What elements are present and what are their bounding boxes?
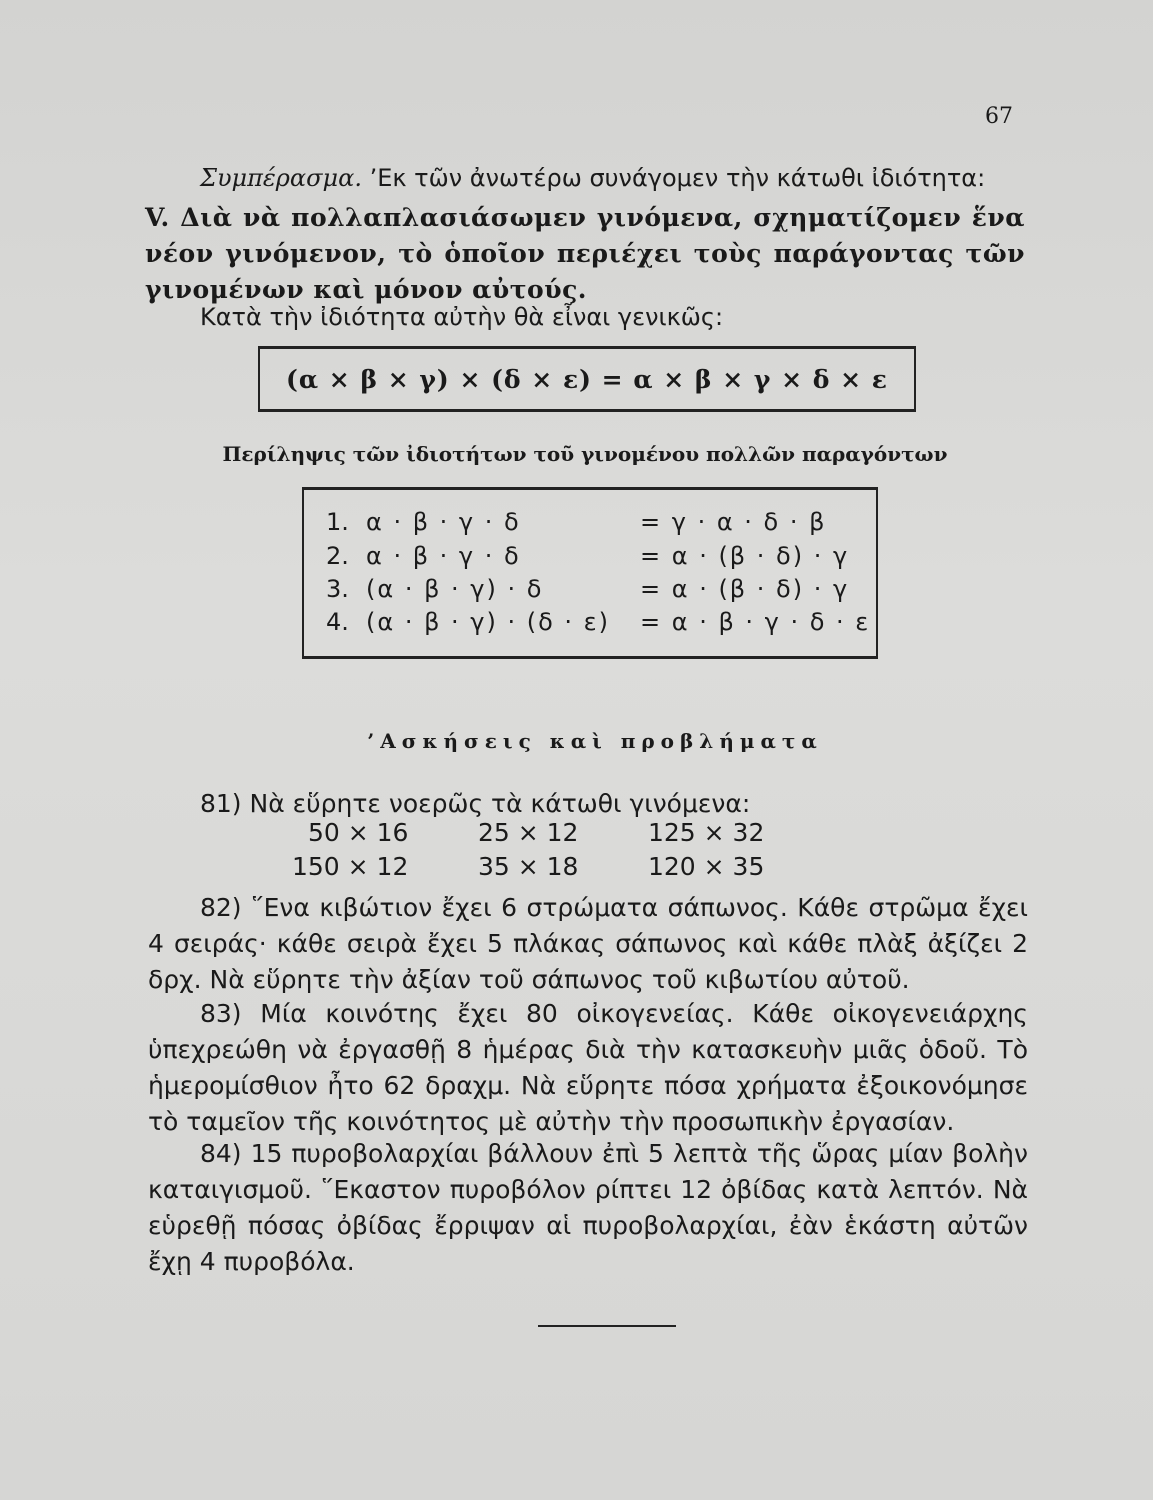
- summary-box: [302, 487, 878, 659]
- product: 125 × 32: [648, 818, 765, 847]
- product: 150 × 12: [292, 852, 409, 881]
- property-number: 4.: [326, 608, 349, 636]
- problem-text: 15 πυροβολαρχίαι βάλλουν ἐπὶ 5 λεπτὰ τῆς ὥρας μίαν βολὴν καταιγισμοῦ. ῞Εκαστον πυροβόλον ρίπτει 12 ὀβίδας κατὰ λεπτόν. Νὰ εὑρεθῇ πόσας ὀβίδας ἔρριψαν αἱ πυροβολαρχίαι, ἐὰν ἑκάστη αὐτῶν ἔχῃ 4 πυροβόλα.: [148, 1139, 1028, 1276]
- problem-number: 84): [200, 1139, 242, 1168]
- product: 25 × 12: [478, 818, 579, 847]
- property-rhs: = α · (β · δ) · γ: [640, 575, 850, 603]
- property-lhs: (α · β · γ) · (δ · ε): [366, 608, 610, 636]
- theorem-numeral: V.: [145, 203, 170, 232]
- generally-line: Κατὰ τὴν ἰδιότητα αὐτὴν θὰ εἶναι γενικῶς:: [200, 303, 724, 331]
- problem-84: [148, 1136, 1028, 1280]
- conclusion-line: [200, 160, 1020, 196]
- property-number: 2.: [326, 542, 349, 570]
- theorem-text: Διὰ νὰ πολλαπλασιάσωμεν γινόμενα, σχηματίζομεν ἕνα νέον γινόμενον, τὸ ὁποῖον περιέχει τοὺς παράγοντας τῶν γινομένων καὶ μόνον αὐτούς.: [145, 203, 1025, 304]
- problem-text: Νὰ εὕρητε νοερῶς τὰ κάτωθι γινόμενα:: [249, 789, 751, 818]
- property-row: [326, 606, 871, 639]
- property-number: 1.: [326, 508, 349, 536]
- formula-text: (α × β × γ) × (δ × ε) = α × β × γ × δ × ε: [286, 364, 888, 394]
- product: 120 × 35: [648, 852, 765, 881]
- problem-82: [148, 890, 1028, 998]
- property-rhs: = α · (β · δ) · γ: [640, 542, 850, 570]
- product: 50 × 16: [308, 818, 409, 847]
- property-row: [326, 540, 866, 573]
- problem-number: 81): [200, 789, 242, 818]
- exercises-title: ’Ασκήσεις καὶ προβλήματα: [367, 729, 823, 753]
- property-row: [326, 573, 866, 606]
- property-lhs: α · β · γ · δ: [366, 542, 521, 570]
- problem-83: [148, 996, 1028, 1140]
- formula-box: [258, 346, 916, 412]
- property-number: 3.: [326, 575, 349, 603]
- page-number: 67: [985, 104, 1013, 129]
- problem-number: 82): [200, 893, 242, 922]
- property-rhs: = γ · α · δ · β: [640, 508, 827, 536]
- property-rhs: = α · β · γ · δ · ε: [640, 608, 871, 636]
- end-divider: [538, 1325, 676, 1327]
- conclusion-text: ’Εκ τῶν ἀνωτέρω συνάγομεν τὴν κάτωθι ἰδιότητα:: [369, 164, 986, 192]
- property-lhs: α · β · γ · δ: [366, 508, 521, 536]
- property-row: [326, 506, 866, 539]
- theorem-statement: [145, 200, 1025, 308]
- problem-number: 83): [200, 999, 242, 1028]
- conclusion-lead: Συμπέρασμα.: [200, 164, 362, 192]
- problem-text: ῞Ενα κιβώτιον ἔχει 6 στρώματα σάπωνος. Κάθε στρῶμα ἔχει 4 σειράς· κάθε σειρὰ ἔχει 5 πλάκας σάπωνος καὶ κάθε πλὰξ ἀξίζει 2 δρχ. Νὰ εὕρητε τὴν ἀξίαν τοῦ σάπωνος τοῦ κιβωτίου αὐτοῦ.: [148, 893, 1028, 994]
- product: 35 × 18: [478, 852, 579, 881]
- property-lhs: (α · β · γ) · δ: [366, 575, 544, 603]
- problem-text: Μία κοινότης ἔχει 80 οἰκογενείας. Κάθε οἰκογενειάρχης ὑπεχρεώθη νὰ ἐργασθῇ 8 ἡμέρας διὰ τὴν κατασκευὴν μιᾶς ὁδοῦ. Τὸ ἡμερομίσθιον ἦτο 62 δραχμ. Νὰ εὕρητε πόσα χρήματα ἐξοικονόμησε τὸ ταμεῖον τῆς κοινότητος μὲ αὐτὴν τὴν προσωπικὴν ἐργασίαν.: [148, 999, 1028, 1136]
- summary-title: Περίληψις τῶν ἰδιοτήτων τοῦ γινομένου πολλῶν παραγόντων: [222, 442, 948, 466]
